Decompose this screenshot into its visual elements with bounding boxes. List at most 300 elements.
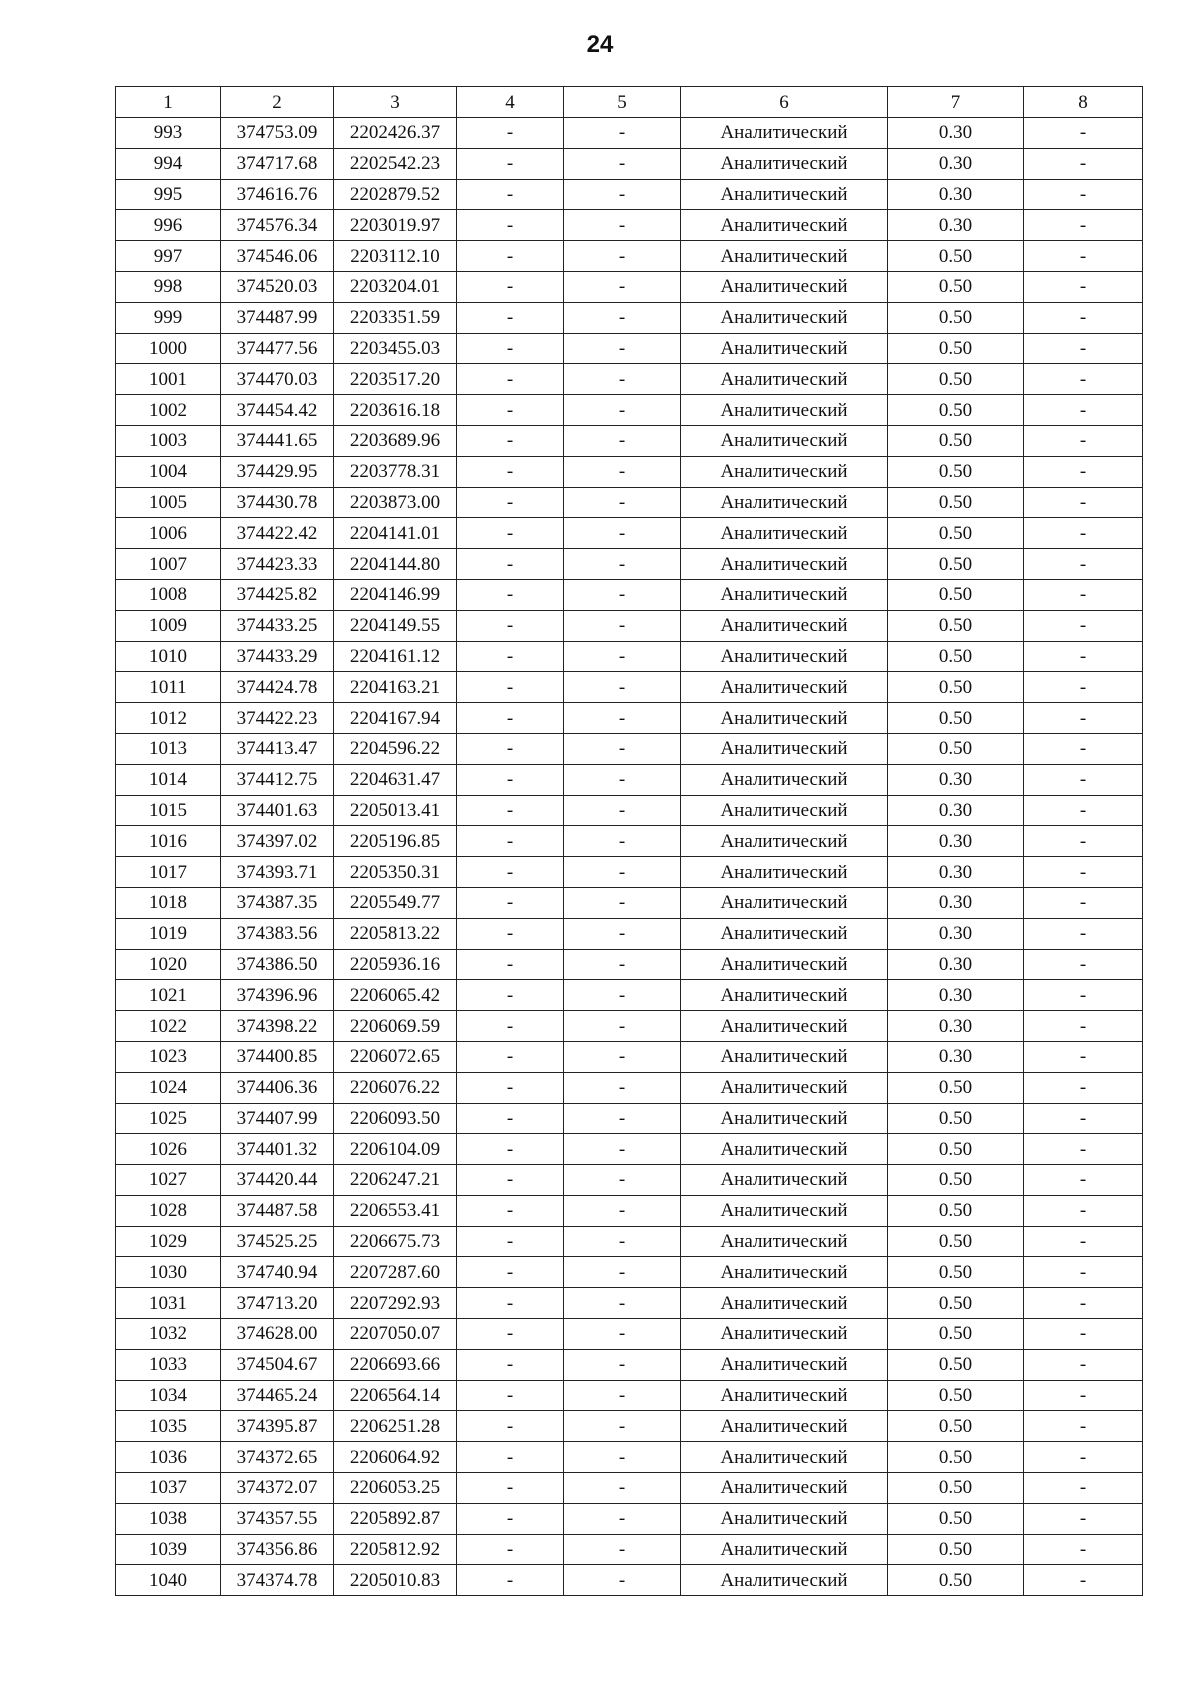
column-5-cell: - xyxy=(564,795,681,826)
column-4-cell: - xyxy=(457,1349,564,1380)
column-4-cell: - xyxy=(457,1134,564,1165)
accuracy-cell: 0.50 xyxy=(888,1288,1024,1319)
column-8-cell: - xyxy=(1024,887,1143,918)
x-coordinate-cell: 374433.29 xyxy=(221,641,334,672)
column-4-cell: - xyxy=(457,795,564,826)
column-5-cell: - xyxy=(564,857,681,888)
column-8-cell: - xyxy=(1024,672,1143,703)
accuracy-cell: 0.50 xyxy=(888,1503,1024,1534)
y-coordinate-cell: 2206076.22 xyxy=(334,1072,457,1103)
column-8-cell: - xyxy=(1024,949,1143,980)
column-4-cell: - xyxy=(457,364,564,395)
column-5-cell: - xyxy=(564,1041,681,1072)
column-8-cell: - xyxy=(1024,425,1143,456)
column-5-cell: - xyxy=(564,887,681,918)
column-8-cell: - xyxy=(1024,1288,1143,1319)
table-row xyxy=(116,302,1143,333)
y-coordinate-cell: 2204144.80 xyxy=(334,549,457,580)
table-row xyxy=(116,826,1143,857)
column-5-cell: - xyxy=(564,302,681,333)
point-number-cell: 1038 xyxy=(116,1503,221,1534)
x-coordinate-cell: 374406.36 xyxy=(221,1072,334,1103)
column-8-cell: - xyxy=(1024,1411,1143,1442)
column-4-cell: - xyxy=(457,1072,564,1103)
y-coordinate-cell: 2203873.00 xyxy=(334,487,457,518)
column-8-cell: - xyxy=(1024,1165,1143,1196)
method-cell: Аналитический xyxy=(681,918,888,949)
column-4-cell: - xyxy=(457,1288,564,1319)
x-coordinate-cell: 374401.32 xyxy=(221,1134,334,1165)
table-row xyxy=(116,179,1143,210)
point-number-cell: 1033 xyxy=(116,1349,221,1380)
coordinates-table xyxy=(115,86,1143,1596)
method-cell: Аналитический xyxy=(681,1349,888,1380)
column-8-cell: - xyxy=(1024,395,1143,426)
column-8-cell: - xyxy=(1024,857,1143,888)
column-header: 4 xyxy=(457,87,564,118)
method-cell: Аналитический xyxy=(681,1041,888,1072)
point-number-cell: 1023 xyxy=(116,1041,221,1072)
method-cell: Аналитический xyxy=(681,1565,888,1596)
column-8-cell: - xyxy=(1024,1072,1143,1103)
y-coordinate-cell: 2205010.83 xyxy=(334,1565,457,1596)
column-4-cell: - xyxy=(457,949,564,980)
x-coordinate-cell: 374487.99 xyxy=(221,302,334,333)
column-5-cell: - xyxy=(564,1380,681,1411)
column-4-cell: - xyxy=(457,549,564,580)
x-coordinate-cell: 374387.35 xyxy=(221,887,334,918)
accuracy-cell: 0.30 xyxy=(888,918,1024,949)
y-coordinate-cell: 2206053.25 xyxy=(334,1473,457,1504)
method-cell: Аналитический xyxy=(681,1134,888,1165)
column-5-cell: - xyxy=(564,1319,681,1350)
table-row xyxy=(116,456,1143,487)
x-coordinate-cell: 374576.34 xyxy=(221,210,334,241)
column-5-cell: - xyxy=(564,549,681,580)
y-coordinate-cell: 2205350.31 xyxy=(334,857,457,888)
column-4-cell: - xyxy=(457,641,564,672)
x-coordinate-cell: 374454.42 xyxy=(221,395,334,426)
method-cell: Аналитический xyxy=(681,764,888,795)
column-5-cell: - xyxy=(564,1103,681,1134)
table-row xyxy=(116,1380,1143,1411)
table-row xyxy=(116,1226,1143,1257)
accuracy-cell: 0.50 xyxy=(888,641,1024,672)
x-coordinate-cell: 374628.00 xyxy=(221,1319,334,1350)
accuracy-cell: 0.30 xyxy=(888,826,1024,857)
point-number-cell: 1007 xyxy=(116,549,221,580)
column-8-cell: - xyxy=(1024,610,1143,641)
accuracy-cell: 0.30 xyxy=(888,795,1024,826)
accuracy-cell: 0.30 xyxy=(888,980,1024,1011)
column-5-cell: - xyxy=(564,1134,681,1165)
accuracy-cell: 0.50 xyxy=(888,1473,1024,1504)
point-number-cell: 1018 xyxy=(116,887,221,918)
column-5-cell: - xyxy=(564,980,681,1011)
column-4-cell: - xyxy=(457,610,564,641)
column-5-cell: - xyxy=(564,1473,681,1504)
point-number-cell: 1017 xyxy=(116,857,221,888)
column-8-cell: - xyxy=(1024,487,1143,518)
accuracy-cell: 0.30 xyxy=(888,118,1024,149)
column-5-cell: - xyxy=(564,1011,681,1042)
accuracy-cell: 0.50 xyxy=(888,672,1024,703)
accuracy-cell: 0.30 xyxy=(888,887,1024,918)
column-8-cell: - xyxy=(1024,549,1143,580)
point-number-cell: 1040 xyxy=(116,1565,221,1596)
table-row xyxy=(116,1534,1143,1565)
y-coordinate-cell: 2206564.14 xyxy=(334,1380,457,1411)
column-5-cell: - xyxy=(564,395,681,426)
column-4-cell: - xyxy=(457,918,564,949)
column-5-cell: - xyxy=(564,610,681,641)
column-4-cell: - xyxy=(457,210,564,241)
column-4-cell: - xyxy=(457,333,564,364)
accuracy-cell: 0.50 xyxy=(888,1411,1024,1442)
point-number-cell: 1006 xyxy=(116,518,221,549)
column-4-cell: - xyxy=(457,1442,564,1473)
accuracy-cell: 0.50 xyxy=(888,241,1024,272)
y-coordinate-cell: 2203019.97 xyxy=(334,210,457,241)
point-number-cell: 1004 xyxy=(116,456,221,487)
column-4-cell: - xyxy=(457,518,564,549)
column-4-cell: - xyxy=(457,1380,564,1411)
point-number-cell: 995 xyxy=(116,179,221,210)
y-coordinate-cell: 2205892.87 xyxy=(334,1503,457,1534)
method-cell: Аналитический xyxy=(681,456,888,487)
x-coordinate-cell: 374465.24 xyxy=(221,1380,334,1411)
accuracy-cell: 0.50 xyxy=(888,1195,1024,1226)
x-coordinate-cell: 374397.02 xyxy=(221,826,334,857)
accuracy-cell: 0.50 xyxy=(888,1134,1024,1165)
column-4-cell: - xyxy=(457,826,564,857)
method-cell: Аналитический xyxy=(681,1534,888,1565)
column-4-cell: - xyxy=(457,1226,564,1257)
table-row xyxy=(116,518,1143,549)
method-cell: Аналитический xyxy=(681,887,888,918)
x-coordinate-cell: 374433.25 xyxy=(221,610,334,641)
column-5-cell: - xyxy=(564,1288,681,1319)
column-header: 6 xyxy=(681,87,888,118)
column-4-cell: - xyxy=(457,1257,564,1288)
column-5-cell: - xyxy=(564,364,681,395)
point-number-cell: 1003 xyxy=(116,425,221,456)
y-coordinate-cell: 2203455.03 xyxy=(334,333,457,364)
y-coordinate-cell: 2205196.85 xyxy=(334,826,457,857)
x-coordinate-cell: 374423.33 xyxy=(221,549,334,580)
table-row xyxy=(116,1257,1143,1288)
method-cell: Аналитический xyxy=(681,579,888,610)
table-row xyxy=(116,1103,1143,1134)
method-cell: Аналитический xyxy=(681,1411,888,1442)
method-cell: Аналитический xyxy=(681,795,888,826)
x-coordinate-cell: 374407.99 xyxy=(221,1103,334,1134)
accuracy-cell: 0.30 xyxy=(888,1011,1024,1042)
column-5-cell: - xyxy=(564,1411,681,1442)
method-cell: Аналитический xyxy=(681,610,888,641)
x-coordinate-cell: 374477.56 xyxy=(221,333,334,364)
x-coordinate-cell: 374753.09 xyxy=(221,118,334,149)
column-8-cell: - xyxy=(1024,1534,1143,1565)
column-5-cell: - xyxy=(564,179,681,210)
table-row xyxy=(116,1473,1143,1504)
point-number-cell: 1039 xyxy=(116,1534,221,1565)
table-row xyxy=(116,857,1143,888)
point-number-cell: 1015 xyxy=(116,795,221,826)
accuracy-cell: 0.50 xyxy=(888,1349,1024,1380)
column-4-cell: - xyxy=(457,764,564,795)
table-row xyxy=(116,703,1143,734)
x-coordinate-cell: 374441.65 xyxy=(221,425,334,456)
column-5-cell: - xyxy=(564,241,681,272)
method-cell: Аналитический xyxy=(681,672,888,703)
y-coordinate-cell: 2205812.92 xyxy=(334,1534,457,1565)
column-5-cell: - xyxy=(564,518,681,549)
accuracy-cell: 0.30 xyxy=(888,148,1024,179)
table-row xyxy=(116,425,1143,456)
column-8-cell: - xyxy=(1024,1134,1143,1165)
point-number-cell: 994 xyxy=(116,148,221,179)
y-coordinate-cell: 2204161.12 xyxy=(334,641,457,672)
column-4-cell: - xyxy=(457,703,564,734)
column-5-cell: - xyxy=(564,148,681,179)
column-8-cell: - xyxy=(1024,179,1143,210)
x-coordinate-cell: 374374.78 xyxy=(221,1565,334,1596)
y-coordinate-cell: 2204163.21 xyxy=(334,672,457,703)
column-8-cell: - xyxy=(1024,148,1143,179)
column-8-cell: - xyxy=(1024,1011,1143,1042)
point-number-cell: 1027 xyxy=(116,1165,221,1196)
point-number-cell: 1019 xyxy=(116,918,221,949)
y-coordinate-cell: 2204141.01 xyxy=(334,518,457,549)
y-coordinate-cell: 2206251.28 xyxy=(334,1411,457,1442)
table-row xyxy=(116,1319,1143,1350)
column-header: 1 xyxy=(116,87,221,118)
point-number-cell: 1025 xyxy=(116,1103,221,1134)
method-cell: Аналитический xyxy=(681,1011,888,1042)
x-coordinate-cell: 374422.42 xyxy=(221,518,334,549)
x-coordinate-cell: 374487.58 xyxy=(221,1195,334,1226)
accuracy-cell: 0.50 xyxy=(888,425,1024,456)
column-8-cell: - xyxy=(1024,302,1143,333)
column-4-cell: - xyxy=(457,302,564,333)
column-4-cell: - xyxy=(457,425,564,456)
method-cell: Аналитический xyxy=(681,395,888,426)
y-coordinate-cell: 2206093.50 xyxy=(334,1103,457,1134)
x-coordinate-cell: 374420.44 xyxy=(221,1165,334,1196)
column-8-cell: - xyxy=(1024,118,1143,149)
method-cell: Аналитический xyxy=(681,1103,888,1134)
table-row xyxy=(116,579,1143,610)
x-coordinate-cell: 374470.03 xyxy=(221,364,334,395)
method-cell: Аналитический xyxy=(681,1257,888,1288)
method-cell: Аналитический xyxy=(681,487,888,518)
column-8-cell: - xyxy=(1024,1503,1143,1534)
x-coordinate-cell: 374546.06 xyxy=(221,241,334,272)
column-4-cell: - xyxy=(457,1411,564,1442)
x-coordinate-cell: 374430.78 xyxy=(221,487,334,518)
method-cell: Аналитический xyxy=(681,733,888,764)
method-cell: Аналитический xyxy=(681,118,888,149)
x-coordinate-cell: 374413.47 xyxy=(221,733,334,764)
point-number-cell: 1026 xyxy=(116,1134,221,1165)
column-header: 3 xyxy=(334,87,457,118)
column-8-cell: - xyxy=(1024,918,1143,949)
x-coordinate-cell: 374422.23 xyxy=(221,703,334,734)
table-row xyxy=(116,1041,1143,1072)
table-row xyxy=(116,1411,1143,1442)
x-coordinate-cell: 374717.68 xyxy=(221,148,334,179)
column-8-cell: - xyxy=(1024,1349,1143,1380)
column-4-cell: - xyxy=(457,1565,564,1596)
column-5-cell: - xyxy=(564,1072,681,1103)
accuracy-cell: 0.50 xyxy=(888,395,1024,426)
x-coordinate-cell: 374398.22 xyxy=(221,1011,334,1042)
accuracy-cell: 0.50 xyxy=(888,1165,1024,1196)
column-4-cell: - xyxy=(457,456,564,487)
column-8-cell: - xyxy=(1024,1103,1143,1134)
x-coordinate-cell: 374356.86 xyxy=(221,1534,334,1565)
x-coordinate-cell: 374425.82 xyxy=(221,579,334,610)
column-8-cell: - xyxy=(1024,1226,1143,1257)
column-8-cell: - xyxy=(1024,364,1143,395)
column-8-cell: - xyxy=(1024,518,1143,549)
column-8-cell: - xyxy=(1024,456,1143,487)
table-row xyxy=(116,795,1143,826)
x-coordinate-cell: 374429.95 xyxy=(221,456,334,487)
method-cell: Аналитический xyxy=(681,333,888,364)
point-number-cell: 996 xyxy=(116,210,221,241)
point-number-cell: 1013 xyxy=(116,733,221,764)
y-coordinate-cell: 2207292.93 xyxy=(334,1288,457,1319)
accuracy-cell: 0.50 xyxy=(888,302,1024,333)
method-cell: Аналитический xyxy=(681,210,888,241)
point-number-cell: 1032 xyxy=(116,1319,221,1350)
accuracy-cell: 0.50 xyxy=(888,1380,1024,1411)
accuracy-cell: 0.50 xyxy=(888,271,1024,302)
accuracy-cell: 0.50 xyxy=(888,549,1024,580)
method-cell: Аналитический xyxy=(681,1226,888,1257)
table-row xyxy=(116,887,1143,918)
accuracy-cell: 0.50 xyxy=(888,1534,1024,1565)
table-row xyxy=(116,1565,1143,1596)
y-coordinate-cell: 2203616.18 xyxy=(334,395,457,426)
column-8-cell: - xyxy=(1024,1442,1143,1473)
column-5-cell: - xyxy=(564,425,681,456)
x-coordinate-cell: 374424.78 xyxy=(221,672,334,703)
table-row xyxy=(116,1442,1143,1473)
column-4-cell: - xyxy=(457,1041,564,1072)
y-coordinate-cell: 2206069.59 xyxy=(334,1011,457,1042)
accuracy-cell: 0.50 xyxy=(888,1103,1024,1134)
accuracy-cell: 0.30 xyxy=(888,949,1024,980)
y-coordinate-cell: 2202542.23 xyxy=(334,148,457,179)
point-number-cell: 1028 xyxy=(116,1195,221,1226)
x-coordinate-cell: 374504.67 xyxy=(221,1349,334,1380)
point-number-cell: 1008 xyxy=(116,579,221,610)
accuracy-cell: 0.50 xyxy=(888,1565,1024,1596)
column-4-cell: - xyxy=(457,241,564,272)
y-coordinate-cell: 2203689.96 xyxy=(334,425,457,456)
method-cell: Аналитический xyxy=(681,1288,888,1319)
table-row xyxy=(116,395,1143,426)
method-cell: Аналитический xyxy=(681,1072,888,1103)
method-cell: Аналитический xyxy=(681,364,888,395)
column-8-cell: - xyxy=(1024,733,1143,764)
point-number-cell: 1035 xyxy=(116,1411,221,1442)
point-number-cell: 1002 xyxy=(116,395,221,426)
column-5-cell: - xyxy=(564,1442,681,1473)
point-number-cell: 998 xyxy=(116,271,221,302)
point-number-cell: 1005 xyxy=(116,487,221,518)
column-5-cell: - xyxy=(564,1226,681,1257)
table-row xyxy=(116,364,1143,395)
accuracy-cell: 0.50 xyxy=(888,1257,1024,1288)
table-row xyxy=(116,1195,1143,1226)
y-coordinate-cell: 2203778.31 xyxy=(334,456,457,487)
method-cell: Аналитический xyxy=(681,549,888,580)
table-row xyxy=(116,241,1143,272)
point-number-cell: 1022 xyxy=(116,1011,221,1042)
y-coordinate-cell: 2206693.66 xyxy=(334,1349,457,1380)
method-cell: Аналитический xyxy=(681,1319,888,1350)
method-cell: Аналитический xyxy=(681,857,888,888)
column-5-cell: - xyxy=(564,487,681,518)
table-row xyxy=(116,333,1143,364)
column-4-cell: - xyxy=(457,179,564,210)
column-5-cell: - xyxy=(564,1195,681,1226)
x-coordinate-cell: 374386.50 xyxy=(221,949,334,980)
point-number-cell: 1031 xyxy=(116,1288,221,1319)
column-5-cell: - xyxy=(564,1349,681,1380)
accuracy-cell: 0.30 xyxy=(888,179,1024,210)
column-8-cell: - xyxy=(1024,641,1143,672)
method-cell: Аналитический xyxy=(681,425,888,456)
column-8-cell: - xyxy=(1024,1195,1143,1226)
accuracy-cell: 0.50 xyxy=(888,579,1024,610)
header-row xyxy=(116,87,1143,118)
column-5-cell: - xyxy=(564,764,681,795)
table-row xyxy=(116,764,1143,795)
column-4-cell: - xyxy=(457,1503,564,1534)
x-coordinate-cell: 374412.75 xyxy=(221,764,334,795)
method-cell: Аналитический xyxy=(681,641,888,672)
table-row xyxy=(116,610,1143,641)
x-coordinate-cell: 374520.03 xyxy=(221,271,334,302)
column-5-cell: - xyxy=(564,456,681,487)
x-coordinate-cell: 374393.71 xyxy=(221,857,334,888)
table-row xyxy=(116,1503,1143,1534)
column-5-cell: - xyxy=(564,1165,681,1196)
column-5-cell: - xyxy=(564,1565,681,1596)
table-row xyxy=(116,271,1143,302)
x-coordinate-cell: 374396.96 xyxy=(221,980,334,1011)
table-row xyxy=(116,1349,1143,1380)
column-header: 5 xyxy=(564,87,681,118)
table-row xyxy=(116,641,1143,672)
method-cell: Аналитический xyxy=(681,179,888,210)
point-number-cell: 1020 xyxy=(116,949,221,980)
column-header: 2 xyxy=(221,87,334,118)
column-5-cell: - xyxy=(564,918,681,949)
column-5-cell: - xyxy=(564,949,681,980)
point-number-cell: 1029 xyxy=(116,1226,221,1257)
table-body xyxy=(116,118,1143,1596)
y-coordinate-cell: 2202426.37 xyxy=(334,118,457,149)
column-4-cell: - xyxy=(457,1165,564,1196)
column-8-cell: - xyxy=(1024,1319,1143,1350)
column-4-cell: - xyxy=(457,148,564,179)
